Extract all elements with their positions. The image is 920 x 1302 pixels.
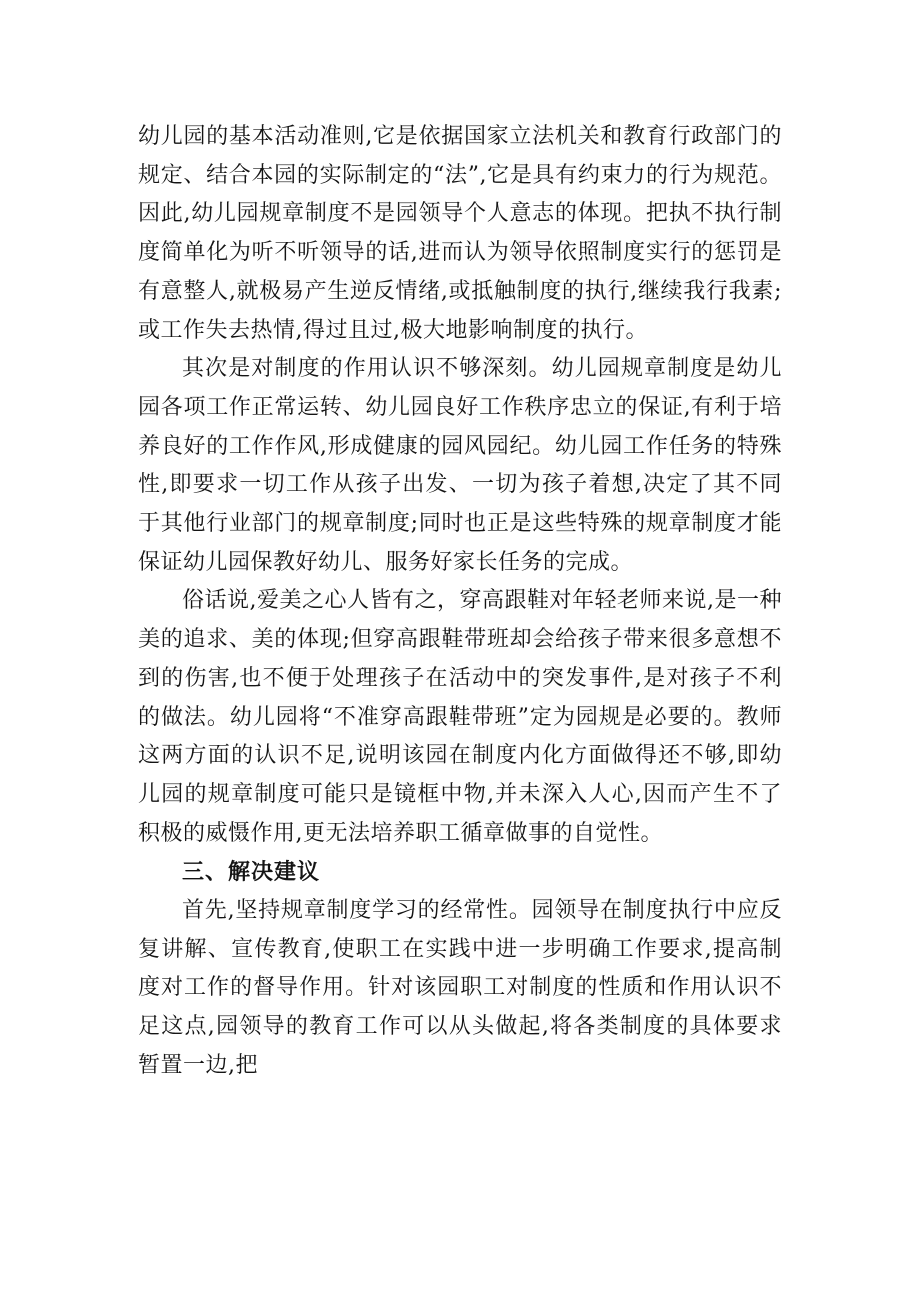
- section-heading: 三、解决建议: [182, 859, 321, 886]
- paragraph-1: 幼儿园的基本活动准则,它是依据国家立法机关和教育行政部门的规定、结合本园的实际制定的“法”,它是具有约束力的行为规范。因此,幼儿园规章制度不是园领导个人意志的体现。把执不执行制度简单化为听不听领导的话,进而认为领导依照制度实行的惩罚是有意整人,就极易产生逆反情绪,或抵触制度的执行,继续我行我素;或工作失去热情,得过且过,极大地影响制度的执行。: [138, 124, 782, 343]
- paragraph-2: 其次是对制度的作用认识不够深刻。幼儿园规章制度是幼儿园各项工作正常运转、幼儿园良好工作秩序忠立的保证,有利于培养良好的工作作风,形成健康的园风园纪。幼儿园工作任务的特殊性,即要求一切工作从孩子出发、一切为孩子着想,决定了其不同于其他行业部门的规章制度;同时也正是这些特殊的规章制度才能保证幼儿园保教好幼儿、服务好家长任务的完成。: [138, 356, 782, 575]
- document-body: [138, 118, 782, 1086]
- paragraph-3: 俗话说,爱美之心人皆有之，穿高跟鞋对年轻老师来说,是一种美的追求、美的体现;但穿高跟鞋带班却会给孩子带来很多意想不到的伤害,也不便于处理孩子在活动中的突发事件,是对孩子不利的做法。幼儿园将“不准穿高跟鞋带班”定为园规是必要的。教师这两方面的认识不足,说明该园在制度内化方面做得还不够,即幼儿园的规章制度可能只是镜框中物,并未深入人心,因而产生不了积极的威慑作用,更无法培养职工循章做事的自觉性。: [138, 588, 782, 846]
- paragraph-4: 首先,坚持规章制度学习的经常性。园领导在制度执行中应反复讲解、宣传教育,使职工在实践中进一步明确工作要求,提高制度对工作的督导作用。针对该园职工对制度的性质和作用认识不足这点,园领导的教育工作可以从头做起,将各类制度的具体要求暂置一边,把: [138, 898, 782, 1078]
